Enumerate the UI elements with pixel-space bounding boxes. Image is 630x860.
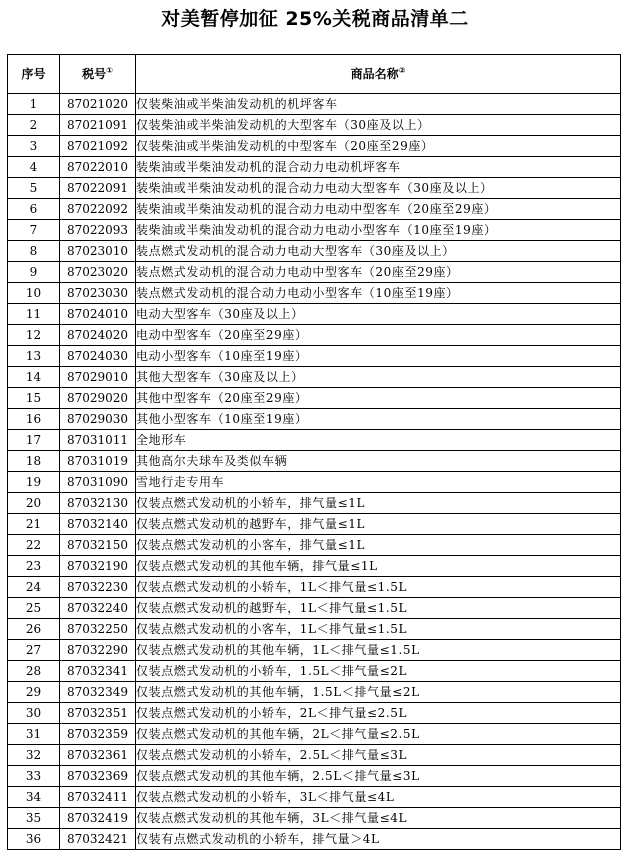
row-serial-number: 26 (8, 619, 60, 640)
row-tariff-code: 87032361 (60, 745, 136, 766)
table-row (8, 493, 621, 514)
row-serial-number: 35 (8, 808, 60, 829)
row-serial-number: 31 (8, 724, 60, 745)
row-goods-name: 仅装点燃式发动机的小轿车，2L＜排气量≤2.5L (136, 703, 621, 724)
table-row (8, 115, 621, 136)
row-tariff-code: 87022091 (60, 178, 136, 199)
row-goods-name: 仅装柴油或半柴油发动机的大型客车（30座及以上） (136, 115, 621, 136)
row-goods-name: 仅装点燃式发动机的小轿车，2.5L＜排气量≤3L (136, 745, 621, 766)
row-serial-number: 23 (8, 556, 60, 577)
row-tariff-code: 87032419 (60, 808, 136, 829)
row-serial-number: 27 (8, 640, 60, 661)
table-row (8, 619, 621, 640)
row-serial-number: 19 (8, 472, 60, 493)
row-tariff-code: 87032411 (60, 787, 136, 808)
row-goods-name: 仅装点燃式发动机的小客车，1L＜排气量≤1.5L (136, 619, 621, 640)
row-goods-name: 装柴油或半柴油发动机的混合动力电动中型客车（20座至29座） (136, 199, 621, 220)
row-goods-name: 其他小型客车（10座至19座） (136, 409, 621, 430)
table-row (8, 451, 621, 472)
row-goods-name: 电动大型客车（30座及以上） (136, 304, 621, 325)
row-serial-number: 22 (8, 535, 60, 556)
row-tariff-code: 87021092 (60, 136, 136, 157)
row-goods-name: 全地形车 (136, 430, 621, 451)
table-row (8, 556, 621, 577)
table-row (8, 409, 621, 430)
row-tariff-code: 87032130 (60, 493, 136, 514)
row-serial-number: 30 (8, 703, 60, 724)
row-tariff-code: 87032250 (60, 619, 136, 640)
row-tariff-code: 87022093 (60, 220, 136, 241)
goods-list-table (7, 54, 621, 850)
row-goods-name: 装柴油或半柴油发动机的混合动力电动小型客车（10座至19座） (136, 220, 621, 241)
row-tariff-code: 87024010 (60, 304, 136, 325)
header-serial-number: 序号 (8, 55, 60, 94)
table-row (8, 577, 621, 598)
row-goods-name: 装点燃式发动机的混合动力电动小型客车（10座至19座） (136, 283, 621, 304)
row-serial-number: 11 (8, 304, 60, 325)
table-row (8, 241, 621, 262)
table-header-row (8, 55, 621, 94)
row-tariff-code: 87032140 (60, 514, 136, 535)
row-serial-number: 12 (8, 325, 60, 346)
table-row (8, 367, 621, 388)
row-serial-number: 28 (8, 661, 60, 682)
row-serial-number: 29 (8, 682, 60, 703)
table-row (8, 136, 621, 157)
row-tariff-code: 87032190 (60, 556, 136, 577)
table-row (8, 514, 621, 535)
row-tariff-code: 87032351 (60, 703, 136, 724)
footnote-mark-2: ② (398, 66, 406, 75)
table-row (8, 745, 621, 766)
row-tariff-code: 87032230 (60, 577, 136, 598)
table-row (8, 388, 621, 409)
row-tariff-code: 87029020 (60, 388, 136, 409)
row-tariff-code: 87031090 (60, 472, 136, 493)
table-row (8, 199, 621, 220)
table-row (8, 262, 621, 283)
row-tariff-code: 87032240 (60, 598, 136, 619)
table-body (8, 94, 621, 850)
row-tariff-code: 87032150 (60, 535, 136, 556)
row-tariff-code: 87031011 (60, 430, 136, 451)
table-row (8, 325, 621, 346)
row-serial-number: 16 (8, 409, 60, 430)
document-title: 对美暂停加征 25%关税商品清单二 (161, 8, 469, 30)
row-serial-number: 9 (8, 262, 60, 283)
table-row (8, 829, 621, 850)
row-tariff-code: 87032359 (60, 724, 136, 745)
table-row (8, 472, 621, 493)
table-row (8, 220, 621, 241)
table-row (8, 682, 621, 703)
row-goods-name: 仅装有点燃式发动机的小轿车，排气量＞4L (136, 829, 621, 850)
row-goods-name: 仅装点燃式发动机的越野车，排气量≤1L (136, 514, 621, 535)
row-serial-number: 2 (8, 115, 60, 136)
row-serial-number: 34 (8, 787, 60, 808)
table-row (8, 703, 621, 724)
row-serial-number: 18 (8, 451, 60, 472)
row-goods-name: 仅装点燃式发动机的其他车辆，2L＜排气量≤2.5L (136, 724, 621, 745)
row-tariff-code: 87032369 (60, 766, 136, 787)
row-goods-name: 装柴油或半柴油发动机的混合动力电动大型客车（30座及以上） (136, 178, 621, 199)
row-goods-name: 装点燃式发动机的混合动力电动大型客车（30座及以上） (136, 241, 621, 262)
row-tariff-code: 87032341 (60, 661, 136, 682)
row-goods-name: 仅装点燃式发动机的其他车辆，1L＜排气量≤1.5L (136, 640, 621, 661)
row-serial-number: 32 (8, 745, 60, 766)
row-tariff-code: 87021020 (60, 94, 136, 115)
header-tariff-code: 税号① (60, 55, 136, 94)
row-goods-name: 仅装点燃式发动机的其他车辆，1.5L＜排气量≤2L (136, 682, 621, 703)
row-goods-name: 仅装柴油或半柴油发动机的机坪客车 (136, 94, 621, 115)
row-goods-name: 仅装点燃式发动机的小客车，排气量≤1L (136, 535, 621, 556)
row-goods-name: 电动中型客车（20座至29座） (136, 325, 621, 346)
row-goods-name: 仅装点燃式发动机的小轿车，3L＜排气量≤4L (136, 787, 621, 808)
row-serial-number: 17 (8, 430, 60, 451)
row-tariff-code: 87022010 (60, 157, 136, 178)
row-goods-name: 仅装点燃式发动机的小轿车，1L＜排气量≤1.5L (136, 577, 621, 598)
row-goods-name: 其他高尔夫球车及类似车辆 (136, 451, 621, 472)
row-tariff-code: 87023020 (60, 262, 136, 283)
row-serial-number: 15 (8, 388, 60, 409)
row-goods-name: 仅装点燃式发动机的其他车辆，3L＜排气量≤4L (136, 808, 621, 829)
row-serial-number: 1 (8, 94, 60, 115)
row-goods-name: 仅装点燃式发动机的其他车辆，排气量≤1L (136, 556, 621, 577)
table-row (8, 808, 621, 829)
table-row (8, 178, 621, 199)
row-serial-number: 20 (8, 493, 60, 514)
table-row (8, 724, 621, 745)
row-goods-name: 雪地行走专用车 (136, 472, 621, 493)
table-row (8, 304, 621, 325)
row-serial-number: 5 (8, 178, 60, 199)
footnote-mark-1: ① (106, 66, 113, 75)
row-serial-number: 8 (8, 241, 60, 262)
table-row (8, 283, 621, 304)
table-row (8, 430, 621, 451)
row-serial-number: 10 (8, 283, 60, 304)
row-tariff-code: 87023030 (60, 283, 136, 304)
row-goods-name: 其他中型客车（20座至29座） (136, 388, 621, 409)
row-tariff-code: 87032349 (60, 682, 136, 703)
table-row (8, 661, 621, 682)
row-tariff-code: 87031019 (60, 451, 136, 472)
row-tariff-code: 87021091 (60, 115, 136, 136)
row-tariff-code: 87032421 (60, 829, 136, 850)
row-serial-number: 21 (8, 514, 60, 535)
table-row (8, 157, 621, 178)
row-tariff-code: 87029010 (60, 367, 136, 388)
row-goods-name: 装点燃式发动机的混合动力电动中型客车（20座至29座） (136, 262, 621, 283)
row-goods-name: 电动小型客车（10座至19座） (136, 346, 621, 367)
row-goods-name: 其他大型客车（30座及以上） (136, 367, 621, 388)
row-serial-number: 3 (8, 136, 60, 157)
row-serial-number: 7 (8, 220, 60, 241)
row-tariff-code: 87022092 (60, 199, 136, 220)
table-row (8, 346, 621, 367)
row-goods-name: 仅装点燃式发动机的越野车，1L＜排气量≤1.5L (136, 598, 621, 619)
row-serial-number: 14 (8, 367, 60, 388)
row-tariff-code: 87032290 (60, 640, 136, 661)
table-row (8, 640, 621, 661)
row-tariff-code: 87024030 (60, 346, 136, 367)
row-tariff-code: 87029030 (60, 409, 136, 430)
table-row (8, 787, 621, 808)
row-serial-number: 4 (8, 157, 60, 178)
table-row (8, 535, 621, 556)
header-goods-name: 商品名称② (136, 55, 621, 94)
row-serial-number: 33 (8, 766, 60, 787)
row-serial-number: 13 (8, 346, 60, 367)
row-goods-name: 仅装点燃式发动机的小轿车，1.5L＜排气量≤2L (136, 661, 621, 682)
row-tariff-code: 87023010 (60, 241, 136, 262)
row-serial-number: 25 (8, 598, 60, 619)
row-goods-name: 仅装柴油或半柴油发动机的中型客车（20座至29座） (136, 136, 621, 157)
row-tariff-code: 87024020 (60, 325, 136, 346)
table-row (8, 766, 621, 787)
row-goods-name: 装柴油或半柴油发动机的混合动力电动机坪客车 (136, 157, 621, 178)
row-serial-number: 24 (8, 577, 60, 598)
row-serial-number: 6 (8, 199, 60, 220)
row-serial-number: 36 (8, 829, 60, 850)
table-row (8, 94, 621, 115)
row-goods-name: 仅装点燃式发动机的其他车辆，2.5L＜排气量≤3L (136, 766, 621, 787)
row-goods-name: 仅装点燃式发动机的小轿车，排气量≤1L (136, 493, 621, 514)
table-row (8, 598, 621, 619)
